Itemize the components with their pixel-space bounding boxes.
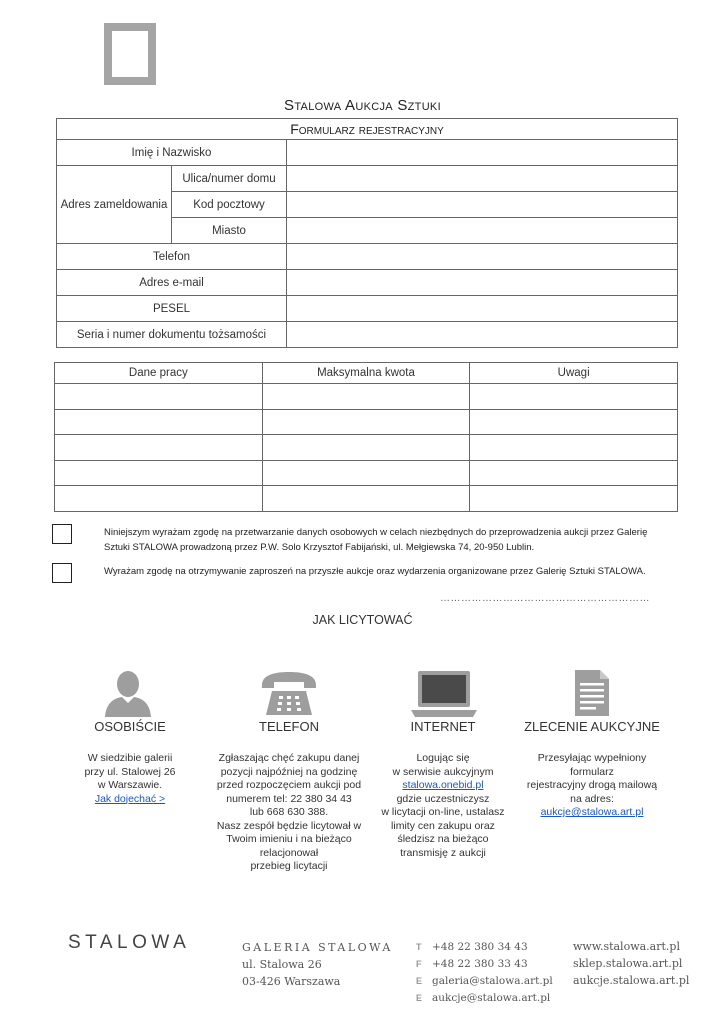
- street-field[interactable]: [287, 166, 678, 192]
- telephone-icon: [260, 671, 318, 717]
- city-field[interactable]: [287, 218, 678, 244]
- method-text-line: w Warszawie.: [97, 779, 163, 791]
- consent-data-text: Niniejszym wyrażam zgodę na przetwarzanie danych osobowych w celach niezbędnych do przeprowadzenia aukcji przez Galerię Sztuki STALOWA prowadzoną przez P.W. Solo Krzysztof Fabijański, ul. Mełgiewska 74, 20-950 Lublin.: [104, 527, 648, 553]
- method-text-line: limity cen zakupu oraz: [391, 819, 495, 832]
- lot-cell[interactable]: [470, 435, 678, 461]
- contact-key: F: [416, 959, 422, 969]
- method-in-person-title: OSOBIŚCIE: [94, 719, 166, 734]
- lot-cell[interactable]: [262, 460, 470, 486]
- col-work-header: Dane pracy: [55, 363, 263, 384]
- footer-gallery-name: GALERIA STALOWA: [242, 941, 393, 954]
- lot-cell[interactable]: [262, 435, 470, 461]
- method-text-line: W siedzibie galerii: [87, 752, 173, 764]
- method-text-line: Przesyłając wypełniony: [537, 752, 647, 764]
- lot-row: [55, 409, 678, 435]
- method-text-line: przebieg licytacji: [250, 860, 328, 872]
- method-text-line: przed rozpoczęciem aukcji pod: [216, 779, 362, 791]
- lot-cell[interactable]: [262, 384, 470, 410]
- method-phone-title: TELEFON: [259, 719, 319, 734]
- contact-key: E: [416, 976, 423, 986]
- contact-value[interactable]: galeria@stalowa.art.pl: [432, 975, 553, 987]
- method-text-line: lub 668 630 388.: [249, 806, 329, 818]
- method-internet-title: INTERNET: [410, 719, 476, 734]
- email-field[interactable]: [287, 270, 678, 296]
- method-text-line: Logując się: [416, 752, 470, 764]
- footer-contact-email-auction: [416, 992, 550, 1004]
- name-label: Imię i Nazwisko: [57, 140, 287, 166]
- directions-link[interactable]: Jak dojechać >: [94, 792, 166, 805]
- pesel-field[interactable]: [287, 296, 678, 322]
- lots-table: [54, 362, 678, 512]
- method-text-line: rejestracyjny drogą mailową: [526, 779, 658, 791]
- method-text-line: śledzisz na bieżąco: [397, 833, 489, 845]
- id-document-label: Seria i numer dokumentu tożsamości: [57, 322, 287, 348]
- footer-website-main[interactable]: www.stalowa.art.pl: [573, 940, 680, 953]
- lot-row: [55, 460, 678, 486]
- document-title: Stalowa Aukcja Sztuki: [284, 97, 441, 114]
- method-text-line: gdzie uczestniczysz: [396, 792, 490, 805]
- method-text-line: Nasz zespół będzie licytował w: [216, 819, 362, 832]
- footer-website-shop[interactable]: sklep.stalowa.art.pl: [573, 957, 683, 970]
- method-phone-text: [204, 752, 374, 874]
- method-text-line: transmisję z aukcji: [400, 846, 486, 859]
- method-commission-text: [507, 752, 677, 820]
- consent-invitations-checkbox[interactable]: [52, 563, 72, 583]
- registration-form-table: [56, 118, 678, 348]
- footer-street: ul. Stalowa 26: [242, 958, 322, 971]
- signature-line: ……………………………………………………: [440, 593, 650, 604]
- lot-cell[interactable]: [55, 384, 263, 410]
- lot-cell[interactable]: [55, 435, 263, 461]
- lot-cell[interactable]: [55, 486, 263, 512]
- lot-cell[interactable]: [470, 409, 678, 435]
- postal-code-field[interactable]: [287, 192, 678, 218]
- footer-contact-fax: [416, 958, 528, 970]
- method-text-line: numerem tel: 22 380 34 43: [226, 792, 352, 805]
- footer-website-auctions[interactable]: aukcje.stalowa.art.pl: [573, 974, 690, 987]
- contact-value: +48 22 380 34 43: [432, 941, 528, 953]
- method-commission-title: ZLECENIE AUKCYJNE: [524, 719, 660, 734]
- method-text-line: na adres:: [570, 792, 614, 805]
- how-to-bid-title: JAK LICYTOWAĆ: [312, 613, 413, 627]
- phone-label: Telefon: [57, 244, 287, 270]
- consent-data-checkbox[interactable]: [52, 524, 72, 544]
- method-text-line: relacjonował: [259, 846, 319, 859]
- form-title: Formularz rejestracyjny: [57, 119, 678, 140]
- consent-invitations-text: Wyrażam zgodę na otrzymywanie zaproszeń na przyszłe aukcje oraz wydarzenia organizowane przez Galerię Sztuki STALOWA.: [104, 566, 646, 577]
- col-max-amount-header: Maksymalna kwota: [262, 363, 470, 384]
- footer-contact-email-gallery: [416, 975, 553, 987]
- lot-cell[interactable]: [470, 486, 678, 512]
- postal-code-label: Kod pocztowy: [172, 192, 287, 218]
- gallery-logo-icon: [104, 23, 156, 85]
- method-internet-text: [358, 752, 528, 860]
- lot-cell[interactable]: [262, 486, 470, 512]
- lot-cell[interactable]: [470, 384, 678, 410]
- city-label: Miasto: [172, 218, 287, 244]
- contact-value[interactable]: aukcje@stalowa.art.pl: [432, 992, 551, 1004]
- auction-email-link[interactable]: aukcje@stalowa.art.pl: [540, 806, 644, 818]
- method-text-line: Twoim imieniu i na bieżąco: [226, 833, 352, 845]
- method-text-line: w licytacji on-line, ustalasz: [381, 806, 505, 818]
- lot-row: [55, 486, 678, 512]
- address-label: Adres zameldowania: [57, 166, 172, 244]
- street-label: Ulica/numer domu: [172, 166, 287, 192]
- pesel-label: PESEL: [57, 296, 287, 322]
- id-document-field[interactable]: [287, 322, 678, 348]
- contact-value: +48 22 380 33 43: [432, 958, 528, 970]
- footer-contact-phone: [416, 941, 528, 953]
- contact-key: T: [416, 942, 422, 952]
- method-text-line: w serwisie aukcyjnym: [392, 765, 494, 778]
- name-field[interactable]: [287, 140, 678, 166]
- lot-cell[interactable]: [470, 460, 678, 486]
- col-notes-header: Uwagi: [470, 363, 678, 384]
- lot-cell[interactable]: [55, 409, 263, 435]
- onebid-link[interactable]: stalowa.onebid.pl: [402, 779, 484, 791]
- lot-row: [55, 384, 678, 410]
- person-icon: [102, 669, 154, 717]
- document-icon: [574, 669, 610, 717]
- footer-logo: STALOWA: [68, 932, 191, 953]
- method-text-line: przy ul. Stalowej 26: [84, 765, 176, 778]
- lot-cell[interactable]: [55, 460, 263, 486]
- method-text-line: formularz: [570, 765, 614, 778]
- email-label: Adres e-mail: [57, 270, 287, 296]
- lot-cell[interactable]: [262, 409, 470, 435]
- method-text-line: pozycji najpóźniej na godzinę: [220, 765, 358, 778]
- phone-field[interactable]: [287, 244, 678, 270]
- method-text-line: Zgłaszając chęć zakupu danej: [218, 752, 360, 764]
- lot-row: [55, 435, 678, 461]
- footer-city: 03-426 Warszawa: [242, 975, 341, 988]
- method-in-person-text: [45, 752, 215, 806]
- laptop-icon: [410, 670, 478, 718]
- contact-key: E: [416, 993, 423, 1003]
